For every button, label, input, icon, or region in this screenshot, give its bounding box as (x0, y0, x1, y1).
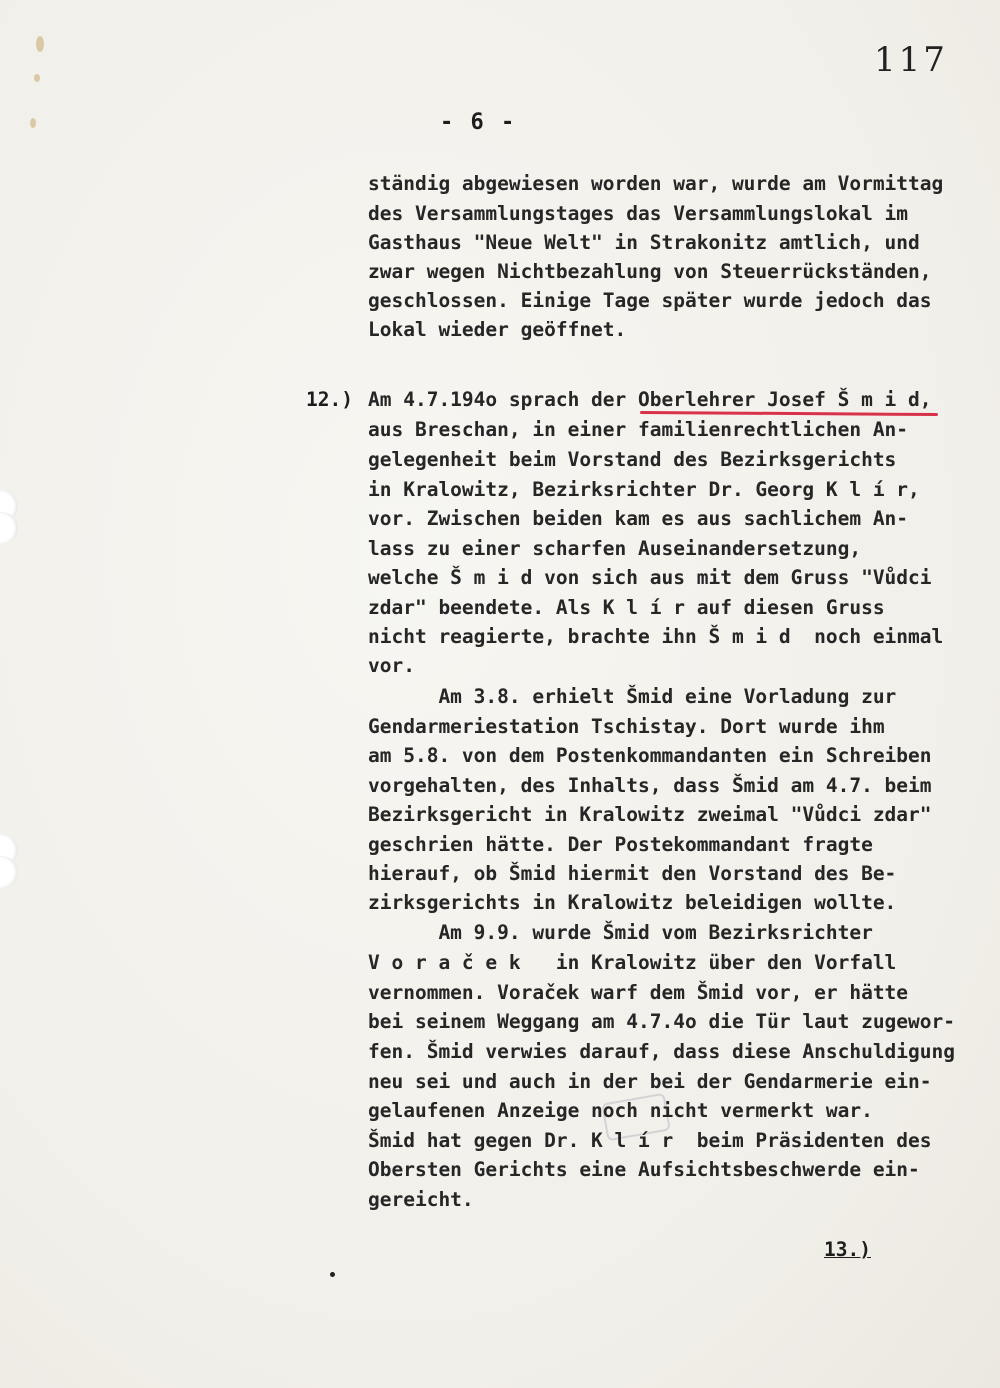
text-line: vorgehalten, des Inhalts, dass Šmid am 4.7. beim (368, 774, 932, 797)
text-line: Am 3.8. erhielt Šmid eine Vorladung zur (368, 685, 897, 708)
text-line: zdar" beendete. Als K l í r auf diesen Gruss (368, 596, 885, 619)
text-line: Bezirksgericht in Kralowitz zweimal "Vůdci zdar" (368, 803, 932, 826)
text-line: Am 9.9. wurde Šmid vom Bezirksrichter (368, 921, 873, 944)
page-number: - 6 - (440, 110, 517, 135)
text-line: lass zu einer scharfen Auseinandersetzung, (368, 537, 862, 560)
text-line: gereicht. (368, 1188, 474, 1211)
text-line: vernommen. Voraček warf dem Šmid vor, er hätte (368, 981, 909, 1004)
rust-stain (34, 74, 40, 82)
text-line: neu sei und auch in der bei der Gendarmerie ein- (368, 1070, 932, 1093)
next-item-reference: 13.) (824, 1238, 871, 1261)
item-number: 12.) (306, 388, 353, 411)
text-line: geschrien hätte. Der Postekommandant fragte (368, 833, 873, 856)
text-line: fen. Šmid verwies darauf, dass diese Anschuldigung (368, 1040, 955, 1063)
text-line: V o r a č e k in Kralowitz über den Vorfall (368, 951, 897, 974)
text-line: zwar wegen Nichtbezahlung von Steuerrückständen, (368, 260, 932, 283)
text-line: gelaufenen Anzeige noch nicht vermerkt war. (368, 1099, 873, 1122)
text-line: aus Breschan, in einer familienrechtlichen An- (368, 418, 909, 441)
text-line: ständig abgewiesen worden war, wurde am Vormittag (368, 172, 944, 195)
text-line: Gendarmeriestation Tschistay. Dort wurde ihm (368, 715, 885, 738)
text-line: welche Š m i d von sich aus mit dem Gruss "Vůdci (368, 566, 932, 589)
folio-number: 117 (874, 40, 948, 80)
ink-dot (330, 1272, 335, 1277)
text-line: nicht reagierte, brachte ihn Š m i d noch einmal (368, 625, 944, 648)
text-line: in Kralowitz, Bezirksrichter Dr. Georg K l í r, (368, 478, 920, 501)
text-line: zirksgerichts in Kralowitz beleidigen wollte. (368, 891, 897, 914)
rust-stain (36, 36, 44, 52)
text-line: am 5.8. von dem Postenkommandanten ein Schreiben (368, 744, 932, 767)
text-line: gelegenheit beim Vorstand des Bezirksgerichts (368, 448, 897, 471)
text-line: Šmid hat gegen Dr. K l í r beim Präsidenten des (368, 1129, 932, 1152)
text-line: bei seinem Weggang am 4.7.4o die Tür laut zugewor- (368, 1010, 955, 1033)
punch-hole (0, 856, 18, 888)
text-line: hierauf, ob Šmid hiermit den Vorstand des Be- (368, 862, 897, 885)
text-line: vor. (368, 654, 415, 677)
text-line: vor. Zwischen beiden kam es aus sachlichem An- (368, 507, 909, 530)
text-line: Lokal wieder geöffnet. (368, 318, 627, 341)
text-line: des Versammlungstages das Versammlungslokal im (368, 202, 909, 225)
text-line: Am 4.7.194o sprach der Oberlehrer Josef Š m i d, (368, 388, 932, 411)
text-line: Obersten Gerichts eine Aufsichtsbeschwerde ein- (368, 1158, 920, 1181)
rust-stain (30, 118, 36, 128)
text-line: geschlossen. Einige Tage später wurde jedoch das (368, 289, 932, 312)
text-line: Gasthaus "Neue Welt" in Strakonitz amtlich, und (368, 231, 920, 254)
punch-hole (0, 512, 18, 544)
